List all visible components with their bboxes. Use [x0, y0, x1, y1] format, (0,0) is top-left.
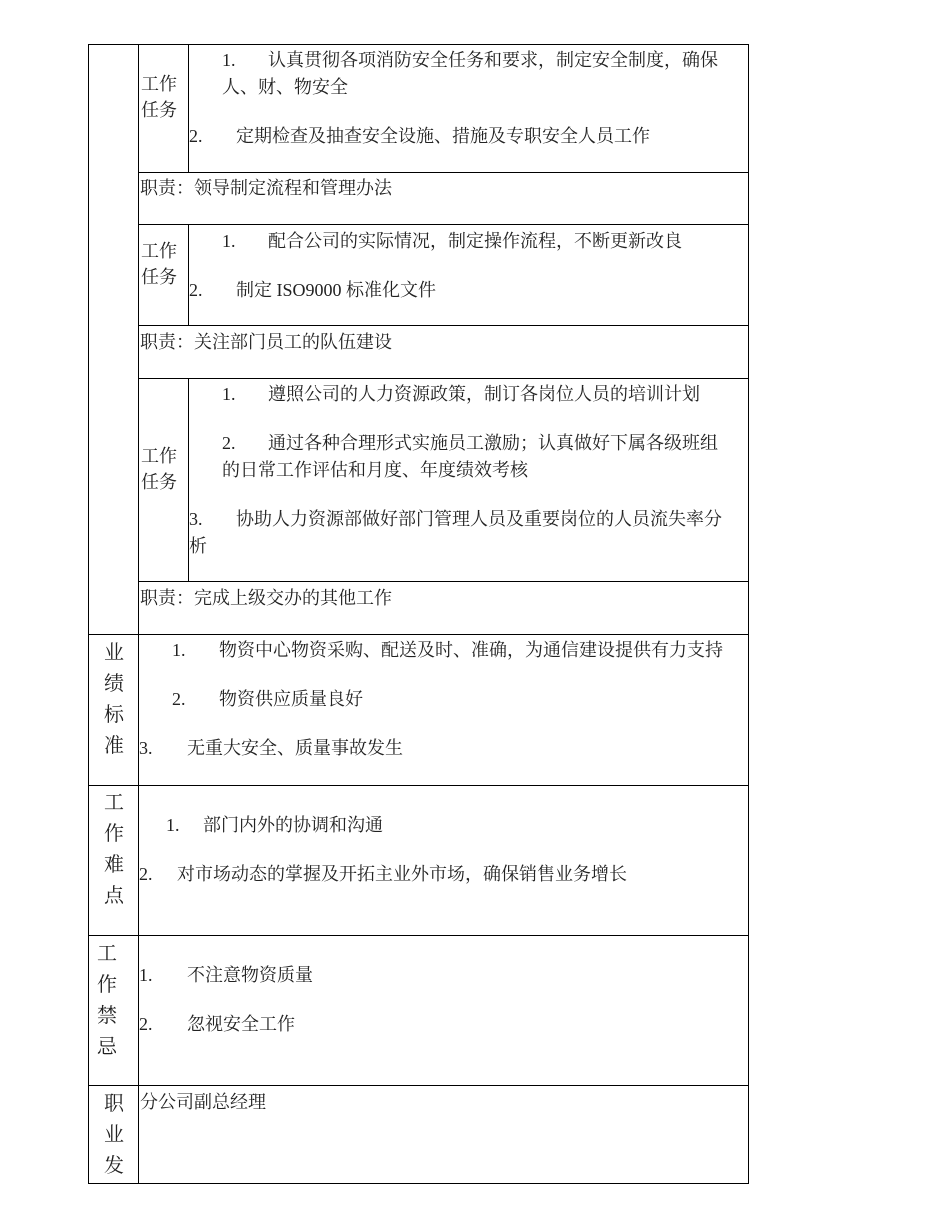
task-item: 2. 制定 ISO9000 标准化文件: [189, 280, 437, 300]
task-label: 工作 任务: [141, 74, 177, 120]
difficulty-item: 1. 部门内外的协调和沟通: [166, 815, 383, 835]
section-divider: [88, 785, 749, 786]
duty-text: 职责：完成上级交办的其他工作: [140, 588, 392, 608]
task-label: 工作 任务: [141, 241, 177, 287]
task-label-divider-2: [188, 224, 189, 326]
task-item: 2. 定期检查及抽查安全设施、措施及专职安全人员工作: [189, 126, 650, 146]
task-label: 工作 任务: [141, 446, 177, 492]
duty-text: 职责：关注部门员工的队伍建设: [140, 332, 392, 352]
performance-label: 业 绩 标 准: [104, 642, 124, 757]
task-item-continuation: 析: [189, 536, 207, 556]
difficulty-item: 2. 对市场动态的掌握及开拓主业外市场，确保销售业务增长: [139, 864, 627, 884]
section-divider: [88, 935, 749, 936]
table-border-right: [748, 44, 749, 1184]
section-divider: [88, 1085, 749, 1086]
task-item: 1. 遵照公司的人力资源政策，制订各岗位人员的培训计划: [222, 384, 700, 404]
performance-item: 3. 无重大安全、质量事故发生: [139, 738, 403, 758]
row-divider: [138, 325, 749, 326]
taboo-item: 1. 不注意物资质量: [139, 965, 313, 985]
row-divider: [138, 581, 749, 582]
task-item: 2. 通过各种合理形式实施员工激励；认真做好下属各级班组: [222, 433, 718, 453]
task-item: 1. 配合公司的实际情况，制定操作流程，不断更新改良: [222, 231, 682, 251]
taboo-item: 2. 忽视安全工作: [139, 1014, 295, 1034]
row-divider: [138, 224, 749, 225]
task-item: 1. 认真贯彻各项消防安全任务和要求，制定安全制度，确保: [222, 50, 718, 70]
taboo-label: 工 作 禁 忌: [97, 943, 117, 1058]
row-divider: [138, 172, 749, 173]
task-item-continuation: 的日常工作评估和月度、年度绩效考核: [222, 460, 528, 480]
difficulty-label: 工 作 难 点: [104, 792, 124, 907]
career-path-text: 分公司副总经理: [140, 1092, 266, 1112]
table-border-bottom: [88, 1183, 749, 1184]
career-label: 职 业 发: [104, 1093, 124, 1177]
row-divider: [138, 378, 749, 379]
task-item-continuation: 人、财、物安全: [222, 77, 348, 97]
task-item: 3. 协助人力资源部做好部门管理人员及重要岗位的人员流失率分: [189, 509, 722, 529]
performance-item: 1. 物资中心物资采购、配送及时、准确，为通信建设提供有力支持: [172, 640, 723, 660]
duty-text: 职责：领导制定流程和管理办法: [140, 178, 392, 198]
task-label-divider-1: [188, 44, 189, 173]
performance-item: 2. 物资供应质量良好: [172, 689, 363, 709]
section-divider: [88, 634, 749, 635]
